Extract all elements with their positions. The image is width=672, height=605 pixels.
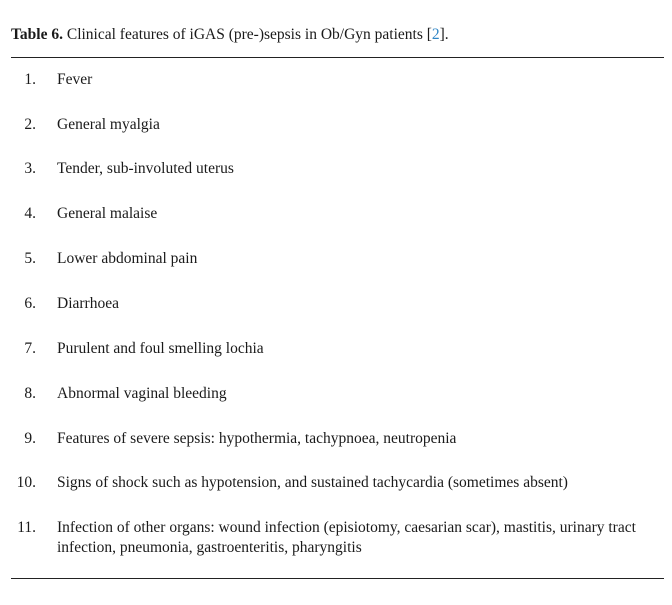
row-number: 9. bbox=[24, 430, 36, 447]
table-caption bbox=[11, 26, 449, 44]
row-number: 11. bbox=[17, 519, 36, 536]
row-number: 5. bbox=[24, 250, 36, 267]
row-number: 2. bbox=[24, 116, 36, 133]
caption-text: Clinical features of iGAS (pre-)sepsis in Ob/Gyn patients [ bbox=[62, 26, 432, 43]
row-text: Tender, sub-involuted uterus bbox=[57, 160, 234, 177]
row-number: 7. bbox=[24, 340, 36, 357]
row-text: Infection of other organs: wound infection (episiotomy, caesarian scar), mastitis, urinary tract infection, pneumonia, gastroenteritis, pharyngitis bbox=[57, 519, 636, 556]
row-number: 3. bbox=[24, 160, 36, 177]
row-text: Fever bbox=[57, 71, 93, 88]
row-text: Lower abdominal pain bbox=[57, 250, 198, 267]
row-number: 4. bbox=[24, 205, 36, 222]
row-text: General malaise bbox=[57, 205, 158, 222]
row-text: Features of severe sepsis: hypothermia, tachypnoea, neutropenia bbox=[57, 430, 457, 447]
table-label: Table 6. bbox=[11, 26, 63, 43]
citation-link[interactable]: 2 bbox=[431, 26, 440, 43]
row-text: Signs of shock such as hypotension, and sustained tachycardia (sometimes absent) bbox=[57, 474, 568, 491]
row-text: Abnormal vaginal bleeding bbox=[57, 385, 227, 402]
row-text: Purulent and foul smelling lochia bbox=[57, 340, 264, 357]
caption-end: ]. bbox=[439, 26, 449, 43]
row-number: 6. bbox=[24, 295, 36, 312]
row-text: General myalgia bbox=[57, 116, 160, 133]
row-number: 8. bbox=[24, 385, 36, 402]
table-bottom-rule bbox=[11, 578, 664, 579]
row-number: 1. bbox=[24, 71, 36, 88]
table-top-rule bbox=[11, 57, 664, 58]
row-text: Diarrhoea bbox=[57, 295, 119, 312]
row-number: 10. bbox=[16, 474, 36, 491]
